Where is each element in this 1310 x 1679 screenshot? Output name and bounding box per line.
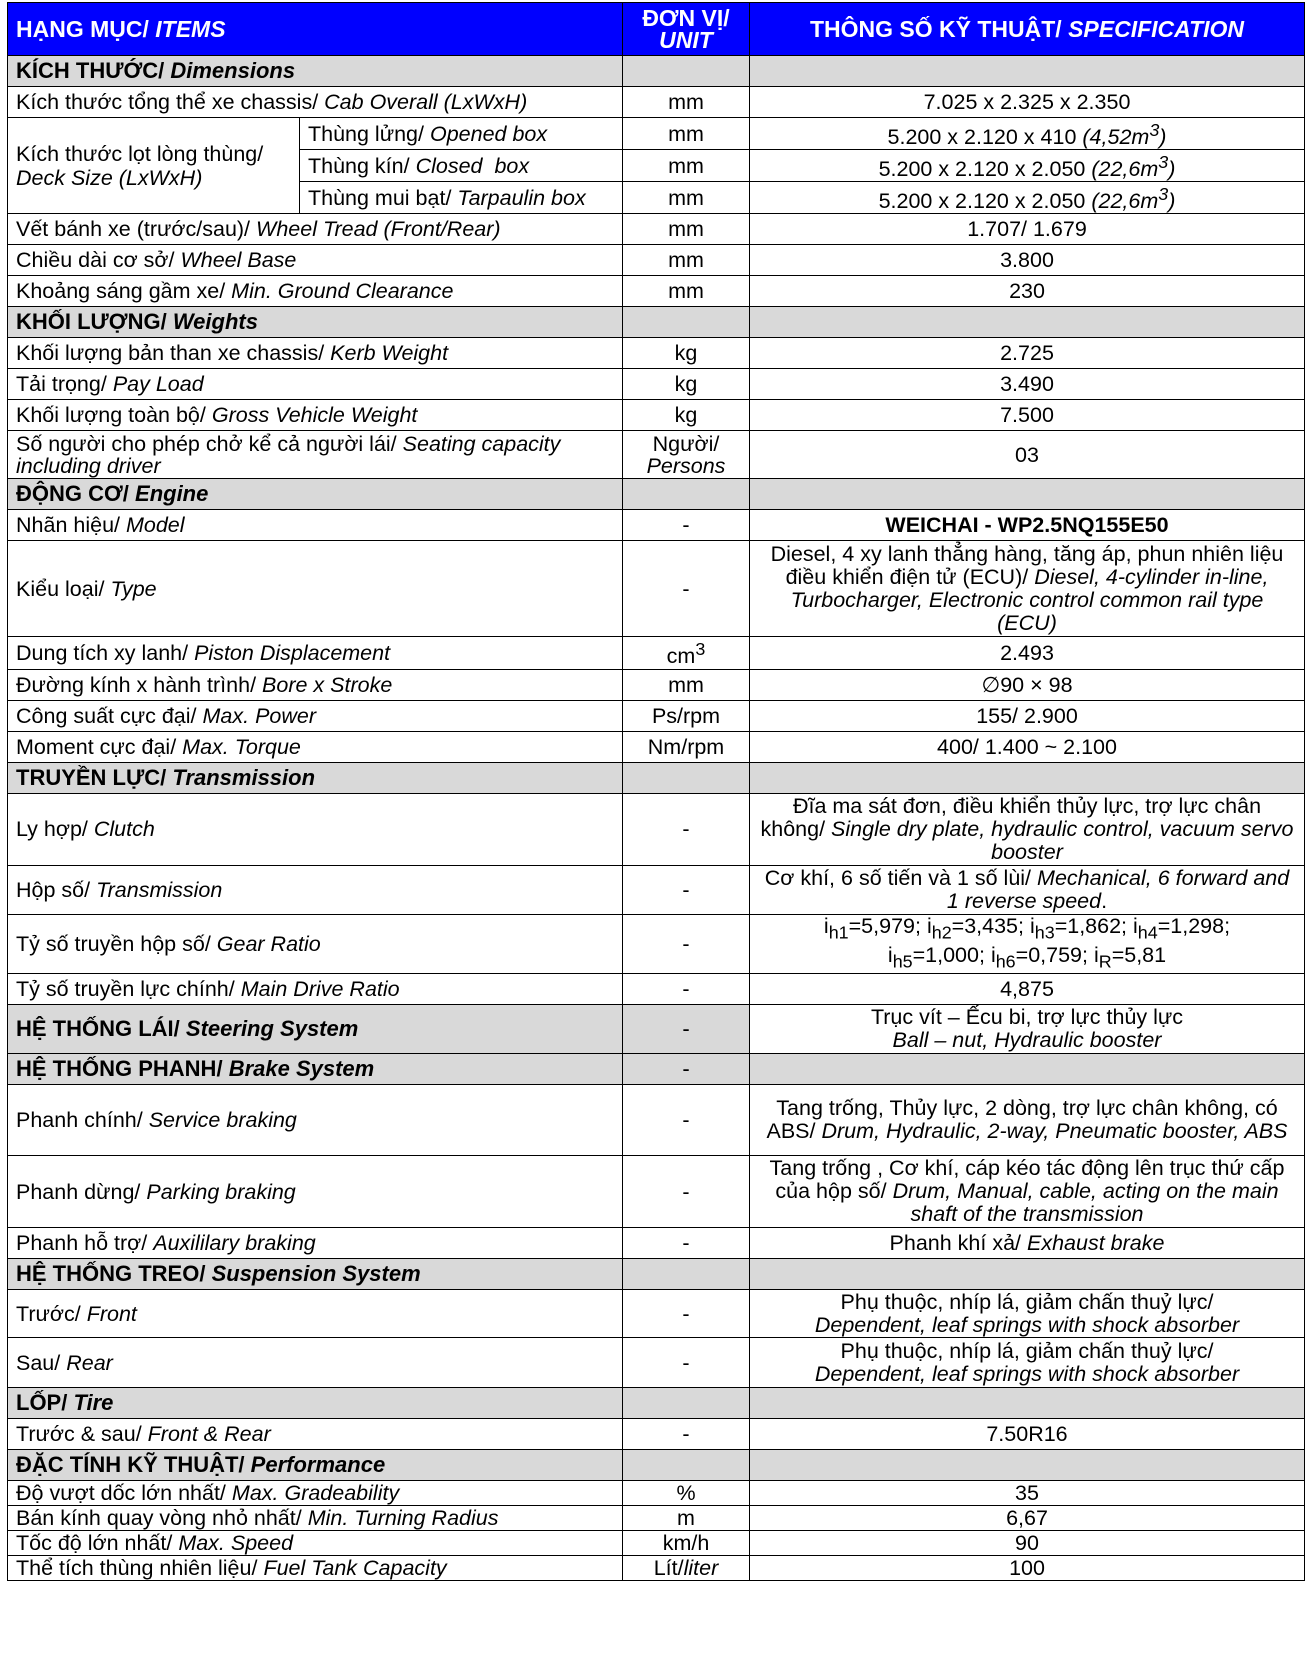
- row-unit: -: [623, 1290, 750, 1338]
- table-row: [8, 974, 1305, 1005]
- row-unit: mm: [623, 118, 750, 150]
- row-spec: 400/ 1.400 ~ 2.100: [750, 731, 1305, 762]
- row-label: Kích thước lọt lòng thùng/ Deck Size (LxWxH): [8, 118, 300, 214]
- table-row: [8, 1556, 1305, 1581]
- row-spec: Phụ thuộc, nhíp lá, giảm chấn thuỷ lực/ Dependent, leaf springs with shock absorber: [750, 1290, 1305, 1338]
- row-spec: Tang trống , Cơ khí, cáp kéo tác động lên trục thứ cấp của hộp số/ Drum, Manual, cable, acting on the main shaft of the transmission: [750, 1156, 1305, 1228]
- table-row: [8, 700, 1305, 731]
- table-row: [8, 541, 1305, 637]
- row-sublabel: Thùng mui bạt/ Tarpaulin box: [300, 182, 623, 214]
- row-label: Hộp số/ Transmission: [8, 865, 623, 914]
- table-row: [8, 865, 1305, 914]
- section-title: ĐẶC TÍNH KỸ THUẬT/ Performance: [8, 1450, 623, 1481]
- header-items: HẠNG MỤC/ ITEMS: [8, 3, 623, 56]
- table-row: [8, 214, 1305, 245]
- row-unit: -: [623, 1085, 750, 1156]
- table-row: [8, 338, 1305, 369]
- table-row: [8, 637, 1305, 669]
- row-label: Kích thước tổng thể xe chassis/ Cab Overall (LxWxH): [8, 87, 623, 118]
- section-title: KÍCH THƯỚC/ Dimensions: [8, 56, 623, 87]
- row-unit: -: [623, 1419, 750, 1450]
- row-spec: Phanh khí xả/ Exhaust brake: [750, 1228, 1305, 1259]
- section-tire: [8, 1388, 1305, 1419]
- row-label: Trước/ Front: [8, 1290, 623, 1338]
- row-unit: -: [623, 1054, 750, 1085]
- row-unit: Người/ Persons: [623, 431, 750, 479]
- row-unit: -: [623, 1005, 750, 1054]
- table-row: [8, 1419, 1305, 1450]
- section-transmission: [8, 762, 1305, 793]
- row-unit: mm: [623, 150, 750, 182]
- table-row: [8, 1290, 1305, 1338]
- table-header-row: [8, 3, 1305, 56]
- row-unit: -: [623, 510, 750, 541]
- row-label: Kiểu loại/ Type: [8, 541, 623, 637]
- row-unit: -: [623, 865, 750, 914]
- section-performance: [8, 1450, 1305, 1481]
- row-spec: Tang trống, Thủy lực, 2 dòng, trợ lực chân không, có ABS/ Drum, Hydraulic, 2-way, Pneumatic booster, ABS: [750, 1085, 1305, 1156]
- row-unit: km/h: [623, 1531, 750, 1556]
- row-label: Độ vượt dốc lớn nhất/ Max. Gradeability: [8, 1481, 623, 1506]
- row-label: Khối lượng toàn bộ/ Gross Vehicle Weight: [8, 400, 623, 431]
- row-unit: -: [623, 1338, 750, 1388]
- row-spec: ∅90 × 98: [750, 669, 1305, 700]
- section-title: KHỐI LƯỢNG/ Weights: [8, 307, 623, 338]
- table-row: [8, 1156, 1305, 1228]
- table-row: [8, 400, 1305, 431]
- row-spec: 6,67: [750, 1506, 1305, 1531]
- row-spec: Phụ thuộc, nhíp lá, giảm chấn thuỷ lực/ Dependent, leaf springs with shock absorber: [750, 1338, 1305, 1388]
- section-title: ĐỘNG CƠ/ Engine: [8, 479, 623, 510]
- row-unit: kg: [623, 369, 750, 400]
- section-brake: [8, 1054, 1305, 1085]
- table-row: [8, 369, 1305, 400]
- row-label: Đường kính x hành trình/ Bore x Stroke: [8, 669, 623, 700]
- row-label: Sau/ Rear: [8, 1338, 623, 1388]
- table-row: [8, 245, 1305, 276]
- section-dimensions: [8, 56, 1305, 87]
- row-unit: -: [623, 793, 750, 865]
- row-label: Công suất cực đại/ Max. Power: [8, 700, 623, 731]
- row-spec: 90: [750, 1531, 1305, 1556]
- row-unit: mm: [623, 276, 750, 307]
- row-unit: Lít/liter: [623, 1556, 750, 1581]
- section-steering: [8, 1005, 1305, 1054]
- section-title: LỐP/ Tire: [8, 1388, 623, 1419]
- row-spec: Diesel, 4 xy lanh thẳng hàng, tăng áp, phun nhiên liệu điều khiển điện tử (ECU)/ Diesel, 4-cylinder in-line, Turbocharger, Electronic control common rail type (ECU): [750, 541, 1305, 637]
- table-row: [8, 431, 1305, 479]
- row-label: Phanh hỗ trợ/ Auxililary braking: [8, 1228, 623, 1259]
- section-suspension: [8, 1259, 1305, 1290]
- table-row: [8, 118, 1305, 150]
- row-sublabel: Thùng lửng/ Opened box: [300, 118, 623, 150]
- row-unit: mm: [623, 182, 750, 214]
- row-spec: Đĩa ma sát đơn, điều khiển thủy lực, trợ lực chân không/ Single dry plate, hydraulic control, vacuum servo booster: [750, 793, 1305, 865]
- row-spec: WEICHAI - WP2.5NQ155E50: [750, 510, 1305, 541]
- section-title: HỆ THỐNG TREO/ Suspension System: [8, 1259, 623, 1290]
- row-label: Bán kính quay vòng nhỏ nhất/ Min. Turning Radius: [8, 1506, 623, 1531]
- row-label: Nhãn hiệu/ Model: [8, 510, 623, 541]
- table-row: [8, 1481, 1305, 1506]
- row-spec: 5.200 x 2.120 x 410 $(4,52m^3)$: [750, 118, 1305, 150]
- row-label: Chiều dài cơ sở/ Wheel Base: [8, 245, 623, 276]
- header-spec: THÔNG SỐ KỸ THUẬT/ SPECIFICATION: [750, 3, 1305, 56]
- row-spec: 5.200 x 2.120 x 2.050 $(22,6m^3)$: [750, 182, 1305, 214]
- row-unit: -: [623, 541, 750, 637]
- row-spec: Cơ khí, 6 số tiến và 1 số lùi/ Mechanical, 6 forward and 1 reverse speed.: [750, 865, 1305, 914]
- row-unit: -: [623, 1228, 750, 1259]
- table-row: [8, 1228, 1305, 1259]
- row-label: Phanh chính/ Service braking: [8, 1085, 623, 1156]
- row-label: Thể tích thùng nhiên liệu/ Fuel Tank Capacity: [8, 1556, 623, 1581]
- table-row: [8, 669, 1305, 700]
- section-title: TRUYỀN LỰC/ Transmission: [8, 762, 623, 793]
- row-spec: 1.707/ 1.679: [750, 214, 1305, 245]
- row-label: Tốc độ lớn nhất/ Max. Speed: [8, 1531, 623, 1556]
- row-label: Dung tích xy lanh/ Piston Displacement: [8, 637, 623, 669]
- row-label: Số người cho phép chở kể cả người lái/ Seating capacity including driver: [8, 431, 623, 479]
- row-spec: 155/ 2.900: [750, 700, 1305, 731]
- row-spec: 7.50R16: [750, 1419, 1305, 1450]
- row-unit: -: [623, 1156, 750, 1228]
- row-unit: $cm^3$: [623, 637, 750, 669]
- row-label: Tải trọng/ Pay Load: [8, 369, 623, 400]
- table-row: [8, 510, 1305, 541]
- row-sublabel: Thùng kín/ Closed box: [300, 150, 623, 182]
- row-label: Tỷ số truyền lực chính/ Main Drive Ratio: [8, 974, 623, 1005]
- table-row: [8, 793, 1305, 865]
- row-spec: $i_{h1}=5,979$; $i_{h2}=3,435$; $i_{h3}=1,862$; $i_{h4}=1,298$; $i_{h5}=1,000$; $i_{h6}=0,759$; $i_R=5,81$: [750, 914, 1305, 974]
- row-spec: 100: [750, 1556, 1305, 1581]
- row-spec: 35: [750, 1481, 1305, 1506]
- row-spec: 3.800: [750, 245, 1305, 276]
- section-engine: [8, 479, 1305, 510]
- row-label: Moment cực đại/ Max. Torque: [8, 731, 623, 762]
- table-row: [8, 1338, 1305, 1388]
- row-unit: Nm/rpm: [623, 731, 750, 762]
- row-spec: 3.490: [750, 369, 1305, 400]
- table-row: [8, 914, 1305, 974]
- row-unit: mm: [623, 87, 750, 118]
- row-label: Tỷ số truyền hộp số/ Gear Ratio: [8, 914, 623, 974]
- row-spec: 7.025 x 2.325 x 2.350: [750, 87, 1305, 118]
- section-title: HỆ THỐNG LÁI/ Steering System: [8, 1005, 623, 1054]
- section-title: HỆ THỐNG PHANH/ Brake System: [8, 1054, 623, 1085]
- row-spec: 7.500: [750, 400, 1305, 431]
- table-row: [8, 1085, 1305, 1156]
- row-spec: Trục vít – Ếcu bi, trợ lực thủy lực Ball – nut, Hydraulic booster: [750, 1005, 1305, 1054]
- row-unit: m: [623, 1506, 750, 1531]
- row-unit: -: [623, 914, 750, 974]
- header-unit: ĐƠN VỊ/ UNIT: [623, 3, 750, 56]
- row-label: Phanh dừng/ Parking braking: [8, 1156, 623, 1228]
- row-label: Khối lượng bản than xe chassis/ Kerb Weight: [8, 338, 623, 369]
- spec-table: [7, 2, 1305, 1581]
- row-unit: Ps/rpm: [623, 700, 750, 731]
- row-unit: mm: [623, 214, 750, 245]
- table-row: [8, 87, 1305, 118]
- row-spec: 4,875: [750, 974, 1305, 1005]
- row-unit: %: [623, 1481, 750, 1506]
- row-spec: 2.493: [750, 637, 1305, 669]
- row-unit: mm: [623, 245, 750, 276]
- row-label: Khoảng sáng gầm xe/ Min. Ground Clearance: [8, 276, 623, 307]
- table-row: [8, 731, 1305, 762]
- row-unit: mm: [623, 669, 750, 700]
- table-row: [8, 1506, 1305, 1531]
- row-label: Vết bánh xe (trước/sau)/ Wheel Tread (Front/Rear): [8, 214, 623, 245]
- row-unit: kg: [623, 400, 750, 431]
- row-unit: -: [623, 974, 750, 1005]
- row-spec: 03: [750, 431, 1305, 479]
- table-row: [8, 276, 1305, 307]
- row-spec: 2.725: [750, 338, 1305, 369]
- section-weights: [8, 307, 1305, 338]
- row-spec: 230: [750, 276, 1305, 307]
- row-label: Ly hợp/ Clutch: [8, 793, 623, 865]
- row-unit: kg: [623, 338, 750, 369]
- table-row: [8, 1531, 1305, 1556]
- row-spec: 5.200 x 2.120 x 2.050 $(22,6m^3)$: [750, 150, 1305, 182]
- row-label: Trước & sau/ Front & Rear: [8, 1419, 623, 1450]
